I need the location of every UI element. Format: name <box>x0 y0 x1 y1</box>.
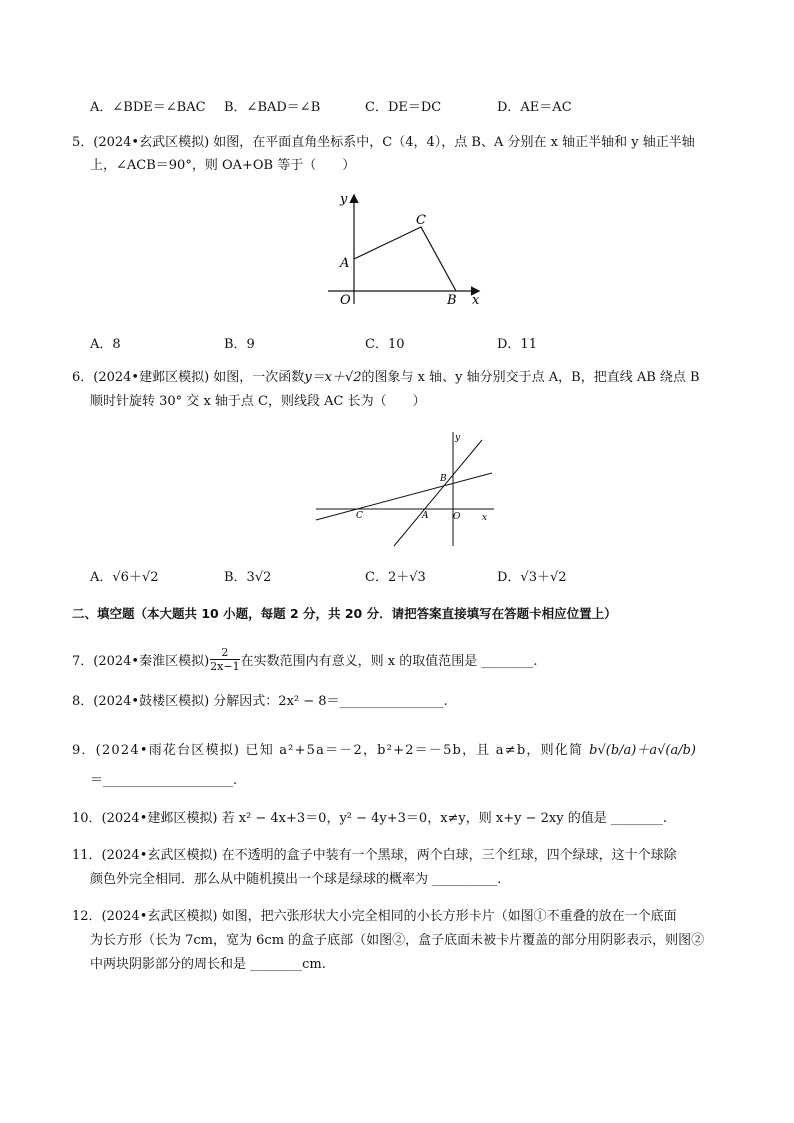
q6-function-expr: y＝x＋√2 <box>304 370 362 385</box>
q12-stem-line1: 12．(2024•玄武区模拟) 如图，把六张形状大小完全相同的小长方形卡片（如图①不重叠的放在一个底面 <box>72 909 677 924</box>
q6-label-y: y <box>455 433 461 443</box>
q9-expression: b√(b/a)＋a√(a/b) <box>589 742 697 758</box>
q5-option-d: D．11 <box>497 337 537 352</box>
q5-label-y: y <box>340 192 348 207</box>
q6-label-A: A <box>422 511 429 521</box>
q6-label-C: C <box>356 511 363 521</box>
q7-prefix: 7．(2024•秦淮区模拟) <box>72 653 210 669</box>
q7-fraction-numerator: 2 <box>210 646 239 660</box>
q6-stem-line1-b: 的图象与 x 轴、y 轴分别交于点 A，B，把直线 AB 绕点 B <box>361 370 700 385</box>
q6-label-x: x <box>482 513 488 523</box>
q5-figure <box>320 186 490 312</box>
q12-stem-line2: 为长方形（长为 7cm，宽为 6cm 的盒子底部（如图②，盒子底面未被卡片覆盖的部分用阴影表示，则图② <box>90 933 705 948</box>
q10-stem: 10．(2024•建邺区模拟) 若 x² − 4x+3＝0，y² − 4y+3＝0，x≠y，则 x+y − 2xy 的值是 ________. <box>72 811 667 826</box>
q5-option-a: A．8 <box>90 337 121 352</box>
q6-stem-line2: 顺时针旋转 30° 交 x 轴于点 C，则线段 AC 长为（ ） <box>90 394 426 409</box>
q5-stem-line2: 上，∠ACB＝90°，则 OA+OB 等于（ ） <box>90 158 356 173</box>
q5-label-A: A <box>340 256 350 271</box>
q6-figure <box>312 428 498 552</box>
q6-line-BC <box>316 473 492 520</box>
q6-label-O: O <box>453 512 461 522</box>
q5-label-C: C <box>416 213 426 228</box>
q5-label-x: x <box>472 293 480 308</box>
q11-stem-line1: 11．(2024•玄武区模拟) 在不透明的盒子中装有一个黑球，两个白球，三个红球，四个绿球，这十个球除 <box>72 848 677 863</box>
q6-line-AB <box>394 440 482 546</box>
q7-stem <box>72 639 537 679</box>
q6-stem-line1-a: 6．(2024•建邺区模拟) 如图，一次函数 <box>72 370 305 385</box>
q9-stem-text: 9．(2024•雨花台区模拟) 已知 a²+5a＝－2，b²+2＝－5b，且 a≠b，则化简 <box>72 742 584 758</box>
q5-option-c: C．10 <box>365 337 405 352</box>
q5-stem-line1: 5．(2024•玄武区模拟) 如图，在平面直角坐标系中，C（4，4），点 B、A 分别在 x 轴正半轴和 y 轴正半轴 <box>72 135 695 150</box>
q5-option-b: B．9 <box>224 337 255 352</box>
q6-option-d: D．√3＋√2 <box>497 570 567 585</box>
q4-option-a: A．∠BDE＝∠BAC <box>90 100 206 115</box>
q6-option-c: C．2＋√3 <box>365 570 426 585</box>
q9-stem-line2: ＝____________________. <box>90 773 238 788</box>
q4-option-c: C．DE＝DC <box>365 100 442 115</box>
q8-stem: 8．(2024•鼓楼区模拟) 分解因式：2x² − 8＝________________. <box>72 694 448 709</box>
q6-label-B: B <box>440 474 447 484</box>
q5-triangle-path <box>354 227 456 291</box>
q6-stem-line1 <box>72 367 700 389</box>
q11-stem-line2: 颜色外完全相同．那么从中随机摸出一个球是绿球的概率为 __________. <box>90 872 502 887</box>
section2-heading: 二、填空题（本大题共 10 小题，每题 2 分，共 20 分．请把答案直接填写在答题卡相应位置上） <box>72 606 617 621</box>
q12-stem-line3: 中两块阴影部分的周长和是 ________cm. <box>90 957 326 972</box>
q4-option-b: B．∠BAD＝∠B <box>224 100 321 115</box>
q9-stem-line1 <box>72 731 722 765</box>
q4-option-d: D．AE＝AC <box>497 100 572 115</box>
q7-suffix: 在实数范围内有意义，则 x 的取值范围是 ________. <box>240 653 538 669</box>
q7-fraction-denominator: 2x−1 <box>210 659 240 673</box>
q6-option-a: A．√6＋√2 <box>90 570 159 585</box>
q6-option-b: B．3√2 <box>224 570 272 585</box>
q5-label-O: O <box>340 293 351 308</box>
q5-label-B: B <box>447 293 457 308</box>
q7-fraction <box>210 646 239 673</box>
